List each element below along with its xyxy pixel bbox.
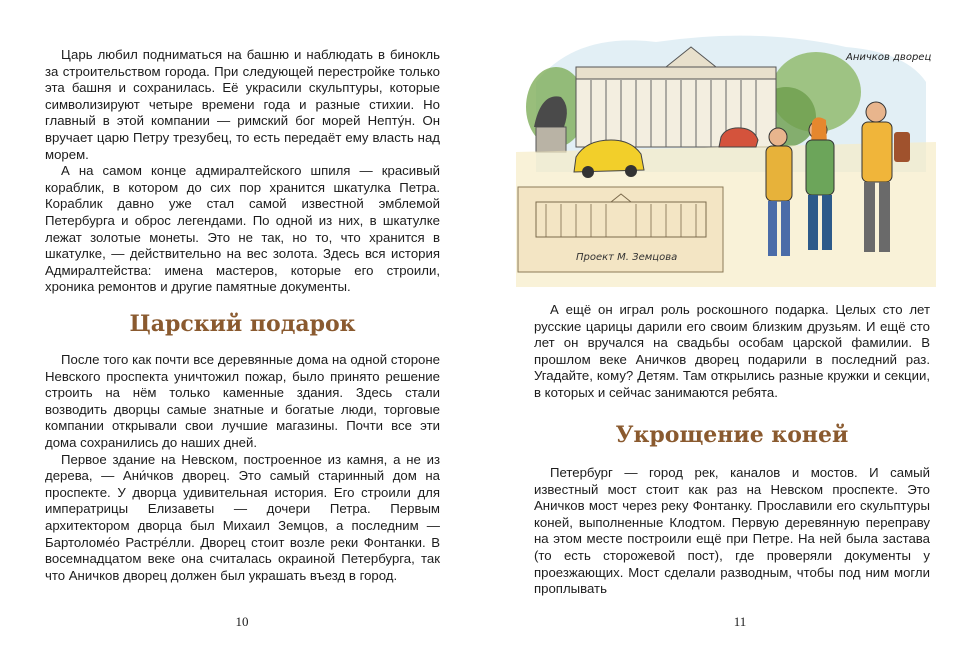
page-number-left: 10 [235,614,249,629]
paragraph: А ещё он играл роль роскошного подарка. Целых сто лет русские царицы дарили его своим близким друзьям. И ещё сто лет он вручался на свадьбы особам царской фамилии. В прошлом веке Аничков дворец подарили в последний раз. Угадайте, кому? Детям. Там открылись разные кружки и секции, в которых и сейчас занимаются ребята. [534,302,930,400]
left-text-block-2 [45,352,440,584]
sketch-caption: Проект М. Земцова [576,252,678,263]
right-text-block-1 [534,302,930,402]
paragraph: Царь любил подниматься на башню и наблюдать в бинокль за строительством города. При следующей перестройке только эта башня и сохранилась. Её украсили скульптуры, которые символизируют четыре времени года и разные стихии. Но главный в этой компании — римский бог морей Непту́н. Он вручает царю Петру трезубец, то есть передаёт ему власть над морем. [45,47,440,162]
left-text-block-1 [45,47,440,296]
paragraph: А на самом конце адмиралтейского шпиля — красивый кораблик, в котором до сих пор хранится шкатулка Петра. Кораблик давно уже стал самой известной эмблемой Петербурга и оброс легендами. По одной из них, в шкатулке лежат золотые монеты. Это не так, но то, что хранится в шкатулке, — действительно на вес золота. Здесь вся история Адмиралтейства: имена мастеров, которые его строили, хроника ремонтов и другие памятные документы. [45,163,440,295]
illustration-title: Аничков дворец [846,52,932,63]
paragraph: Первое здание на Невском, построенное из камня, а не из дерева, — Ани́чков дворец. Это самый старинный дом на проспекте. У дворца удивительная история. Его строили для императрицы Елизаветы — дочери Петра. Первым архитектором дворца был Михаил Земцов, а последним — Бартоломе́о Растре́лли. Дворец стоит возле реки Фонтанки. В восемнадцатом веке она считалась окраиной Петербурга, так что Аничков дворец должен был украшать въезд в город. [45,451,440,583]
page-number-right: 11 [733,614,747,629]
paragraph: Петербург — город рек, каналов и мостов. И самый известный мост стоит как раз на Невском проспекте. Это Аничков мост через реку Фонтанку. Прославили его скульптуры коней, выполненные Клодтом. Первую деревянную переправу на этом месте построили ещё при Петре. На ней была застава (то есть сторожевой пост), где проверяли документы у проезжающих. Мост сделали разводным, чтобы под ним могли проплывать [534,465,930,597]
section-heading-ukroshchenie-koney: Укрощение коней [615,422,849,448]
paragraph: После того как почти все деревянные дома на одной стороне Невского проспекта уничтожил пожар, было принято решение строить на нём только каменные здания. Здесь стали возводить дворцы самые знатные и богатые люди, торговые компании открывали свои лучшие магазины. Почти все эти дома сохранились до наших дней. [45,352,440,450]
zemtsov-project-sketch [518,187,723,272]
right-text-block-2 [534,465,930,598]
anichkov-palace-illustration [516,22,936,287]
section-heading-tsarsky-podarok: Царский подарок [129,311,356,337]
